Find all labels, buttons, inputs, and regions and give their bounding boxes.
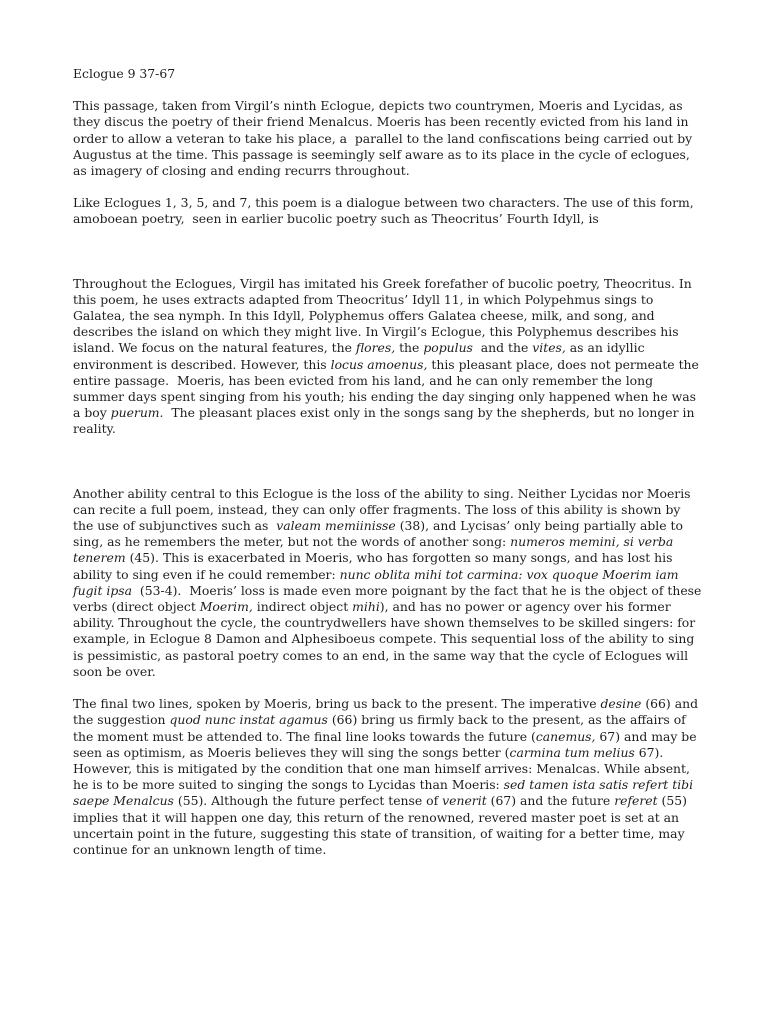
text-run: 67) and may be seen as optimism, as Moeris believes they will sing the songs better ( — [73, 728, 701, 760]
latin-quote: vites, — [532, 340, 566, 356]
latin-quote: sed tamen ista satis refert tibi saepe Menalcus — [73, 777, 698, 809]
text-run: (66) and the suggestion — [73, 696, 702, 728]
text-run: this pleasant place, does not permeate the entire passage. Moeris, has been evicted from his land, and he can only remember the long summer days spent singing from his youth; his ending the day singing only happened when he was a boy — [73, 356, 703, 421]
latin-quote: puerum. — [110, 405, 164, 421]
spacer — [73, 680, 703, 696]
text-run: (45). This is exacerbated in Moeris, who has forgotten so many songs, and has lost his ability to sing even if he could remember: — [73, 550, 677, 582]
latin-quote: canemus, — [535, 728, 596, 744]
text-run: the — [395, 340, 424, 356]
paragraph-intro — [73, 98, 703, 179]
text-run: (55) implies that it will happen one day, this return of the renowned, revered master poet is set at an uncertain point in the future, suggesting this state of transition, of waiting for a better time, may continue for an unknown length of time. — [73, 793, 699, 857]
spacer — [73, 228, 703, 276]
paragraph-final-lines — [73, 696, 703, 858]
text-run: (66) bring us firmly back to the present, as the affairs of the moment must be attended to. The final line looks towards the future ( — [73, 712, 690, 744]
text-run: 67). However, this is mitigated by the condition that one man himself arrives: Menalcas. While absent, he is to be more suited to singing the songs to Lycidas than Moeris: — [73, 744, 694, 793]
text-run: (38), and Lycisas’ only being partially able to sing, as he remembers the meter, but not the words of another song: — [73, 518, 687, 550]
latin-quote: referet — [614, 793, 658, 809]
text-run: Another ability central to this Eclogue is the loss of the ability to sing. Neither Lycidas nor Moeris can recite a full poem, instead, they can only offer fragments. The loss of this ability is shown by the use of subjunctives such as — [73, 485, 695, 534]
text-run: (67) and the future — [486, 793, 615, 809]
text-run: as an idyllic environment is described. However, this — [73, 340, 649, 372]
paragraph-loss-of-song — [73, 485, 706, 680]
latin-quote: carmina tum melius — [509, 744, 635, 760]
latin-quote: numeros memini, si verba tenerem — [73, 534, 678, 566]
paragraph-theocritus — [73, 276, 703, 438]
text-run: The final two lines, spoken by Moeris, bring us back to the present. The imperative — [73, 696, 601, 712]
document-page — [73, 66, 706, 858]
text-run: (55). Although the future perfect tense of — [173, 793, 443, 809]
latin-quote: populus — [423, 340, 473, 356]
latin-quote: nunc oblita mihi tot carmina: vox quoque Moerim iam fugit ipsa — [73, 566, 683, 598]
text-run: (53-4). Moeris’ loss is made even more poignant by the fact that he is the object of these verbs (direct object — [73, 582, 706, 615]
text-run: ), and has no power or agency over his former ability. Throughout the cycle, the countrydwellers have shown themselves to be skilled singers: for example, in Eclogue 8 Damon and Alphesiboeus compete. This sequential loss of the ability to sing is pessimistic, as pastoral poetry comes to an end, in the same way that the cycle of Eclogues will soon be over. — [73, 599, 700, 679]
text-run: indirect object — [252, 599, 353, 615]
text-run: This passage, taken from Virgil’s ninth Eclogue, depicts two countrymen, Moeris and Lycidas, as they discus the poetry of their friend Menalcus. Moeris has been recently evicted from his land in order to allow a veteran to take his place, a parallel to the land confiscations being carried out by Augustus at the time. This passage is seemingly self aware as to its place in the cycle of eclogues, as imagery of closing and ending recurrs throughout. — [73, 98, 697, 179]
latin-quote: quod nunc instat agamus — [169, 712, 328, 728]
latin-quote: mihi — [352, 599, 380, 615]
spacer — [73, 82, 703, 98]
text-run: and the — [472, 340, 533, 356]
spacer — [73, 179, 703, 195]
latin-quote: flores, — [355, 340, 396, 356]
document-title: Eclogue 9 37-67 — [73, 66, 176, 81]
spacer — [73, 438, 703, 486]
latin-quote: desine — [600, 696, 642, 712]
latin-quote: valeam memiinisse — [276, 518, 396, 534]
text-run: Like Eclogues 1, 3, 5, and 7, this poem is a dialogue between two characters. The use of this form, amoboean poetry, seen in earlier bucolic poetry such as Theocritus’ Fourth Idyll, is — [73, 195, 698, 227]
latin-quote: locus amoenus, — [330, 356, 428, 372]
paragraph-dialogue-form — [73, 195, 703, 227]
latin-quote: venerit — [442, 793, 487, 809]
latin-quote: Moerim, — [199, 599, 253, 615]
text-run: Throughout the Eclogues, Virgil has imitated his Greek forefather of bucolic poetry, Theocritus. In this poem, he uses extracts adapted from Theocritus’ Idyll 11, in which Polypehmus sings to Galatea, the sea nymph. In this Idyll, Polyphemus offers Galatea cheese, milk, and song, and describes the island on which they might live. In Virgil’s Eclogue, this Polyphemus describes his island. We focus on the natural features, the — [73, 275, 696, 356]
text-run: The pleasant places exist only in the songs sang by the shepherds, but no longer in reality. — [73, 405, 699, 437]
